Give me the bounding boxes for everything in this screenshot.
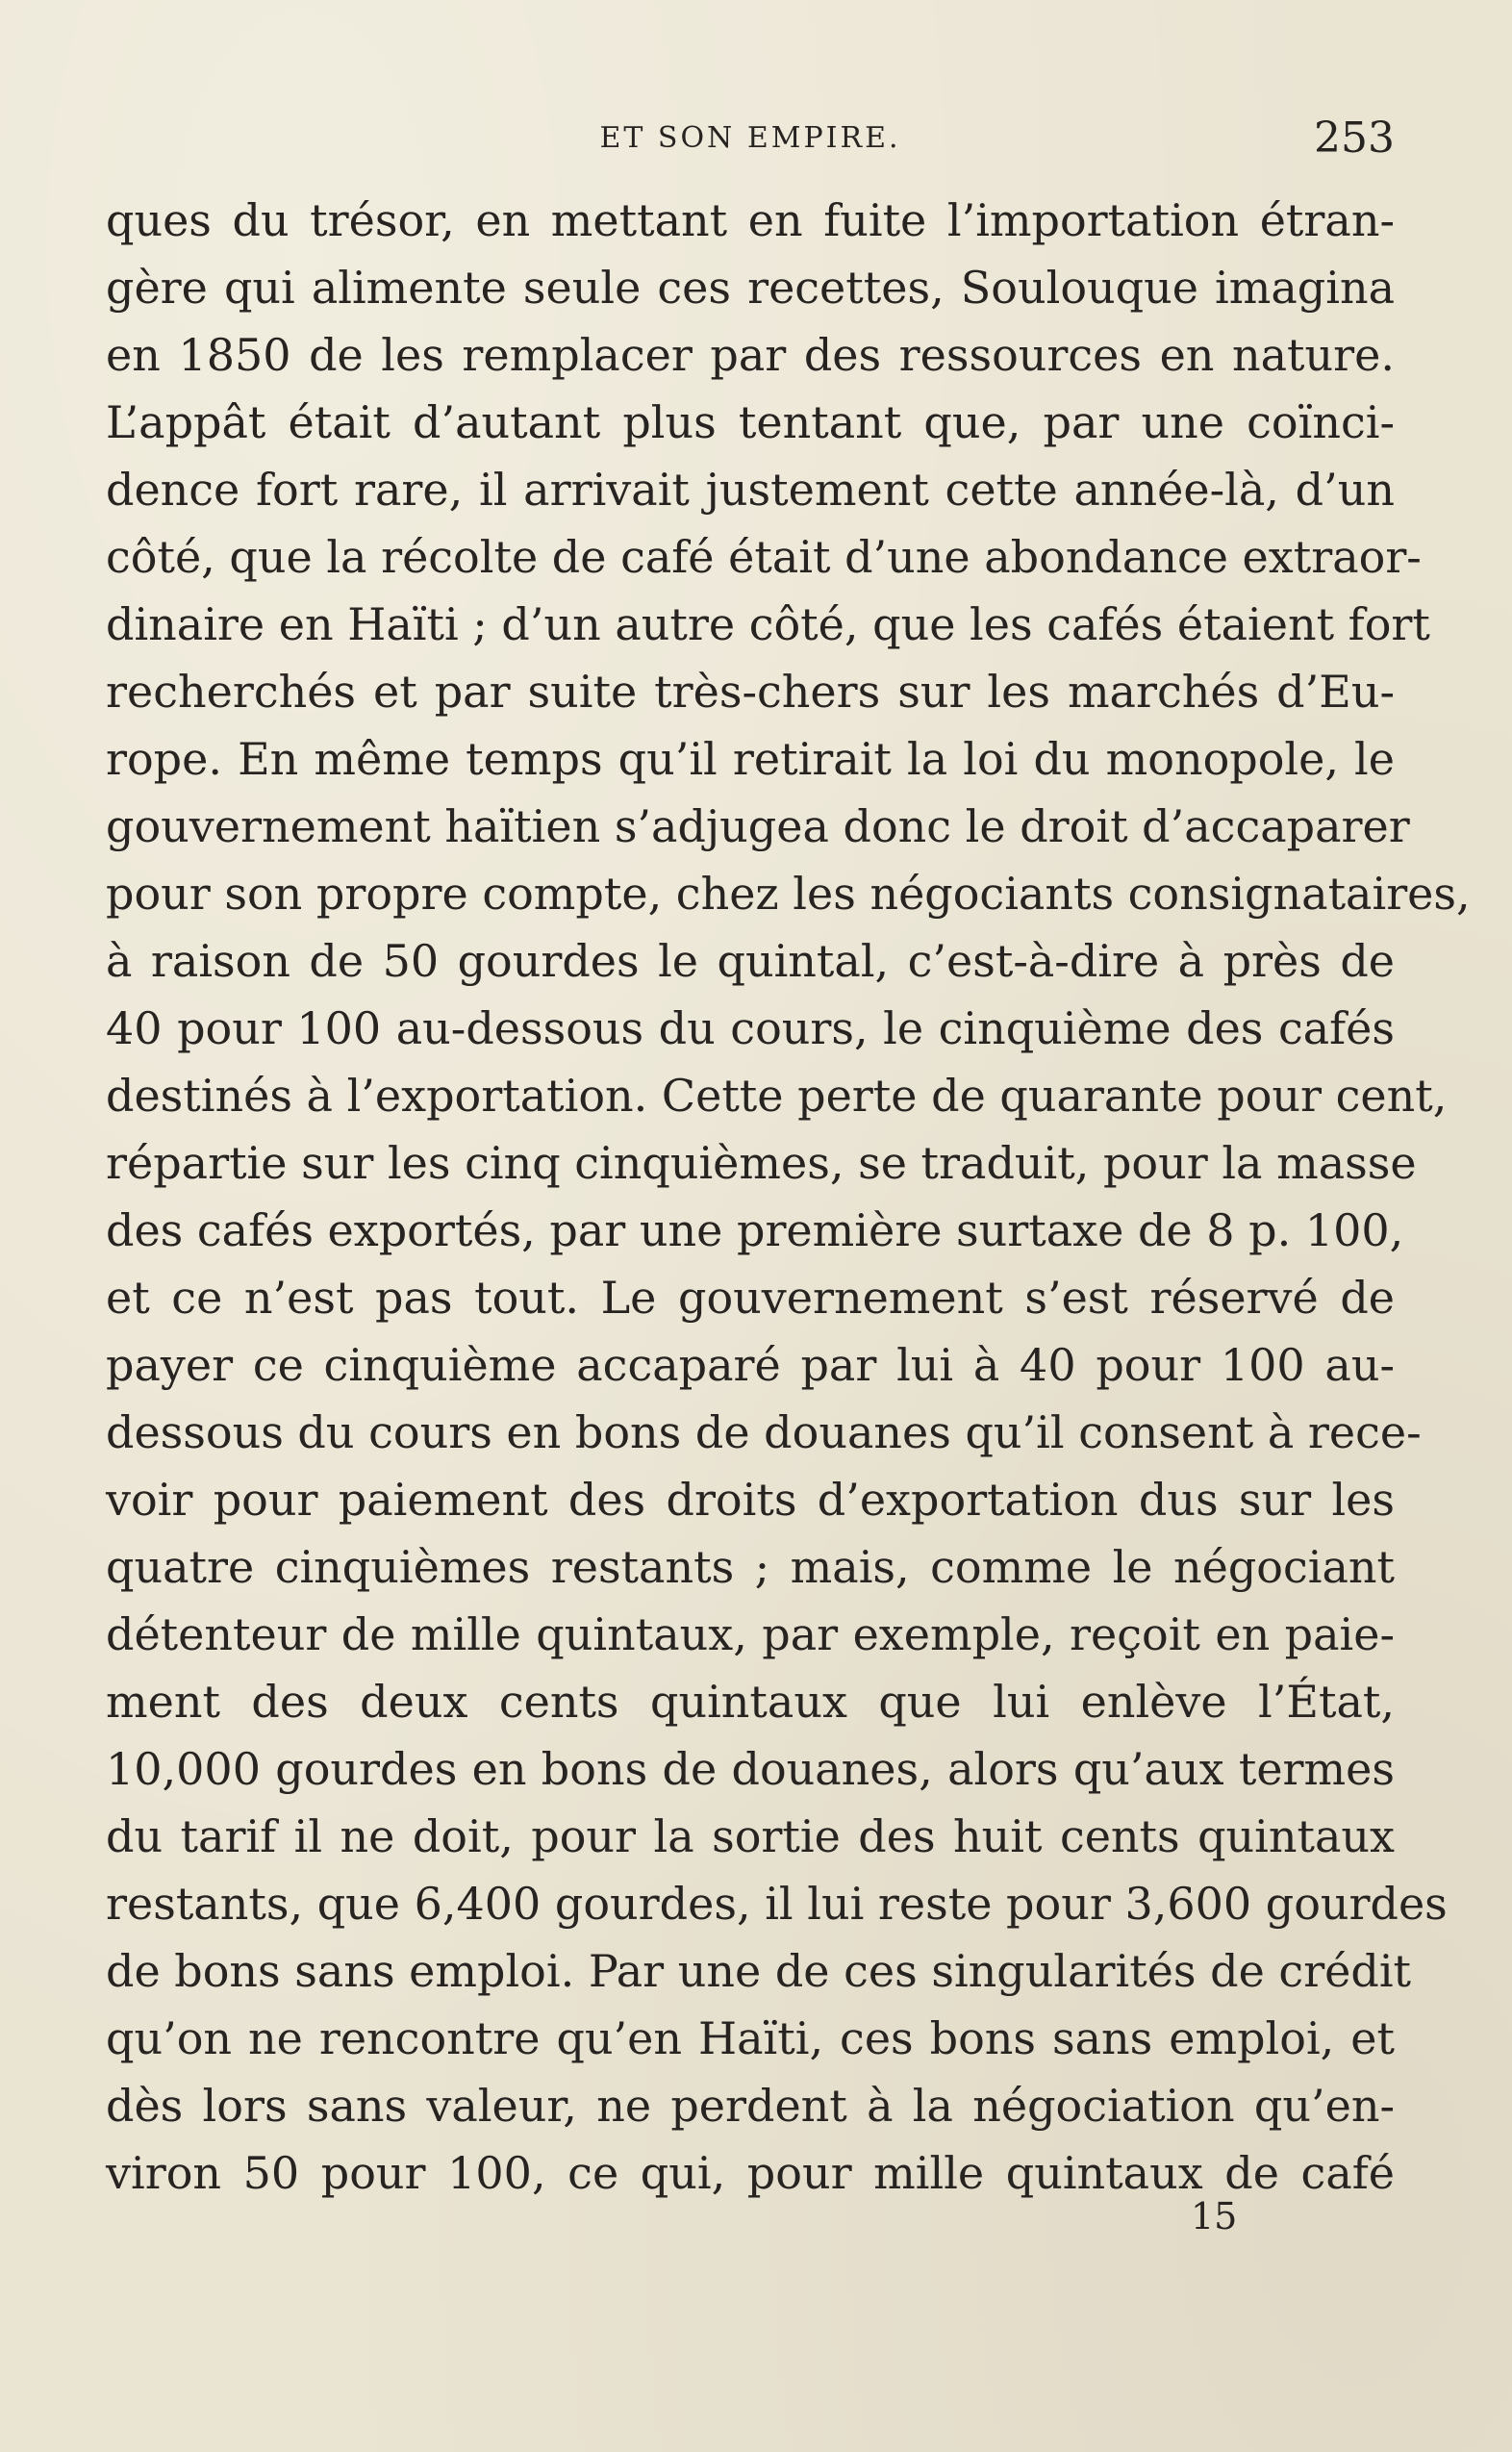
- text-line: restants, que 6,400 gourdes, il lui reste pour 3,600 gourdes: [106, 1878, 1448, 1930]
- text-line: dessous du cours en bons de douanes qu’il consent à rece-: [106, 1406, 1422, 1458]
- text-line: ment des deux cents quintaux que lui enlève l’État,: [106, 1676, 1395, 1728]
- text-line: ques du trésor, en mettant en fuite l’importation étran-: [106, 194, 1395, 246]
- text-line: dès lors sans valeur, ne perdent à la négociation qu’en-: [106, 2080, 1395, 2132]
- signature-mark: 15: [1191, 2195, 1238, 2237]
- text-line: quatre cinquièmes restants ; mais, comme le négociant: [106, 1541, 1395, 1593]
- text-line: dinaire en Haïti ; d’un autre côté, que les cafés étaient fort: [106, 598, 1430, 650]
- text-line: qu’on ne rencontre qu’en Haïti, ces bons sans emploi, et: [106, 2012, 1395, 2064]
- text-line: du tarif il ne doit, pour la sortie des huit cents quintaux: [106, 1810, 1395, 1862]
- text-line: gouvernement haïtien s’adjugea donc le droit d’accaparer: [106, 800, 1410, 852]
- text-line: 40 pour 100 au-dessous du cours, le cinquième des cafés: [106, 1002, 1395, 1054]
- text-line: côté, que la récolte de café était d’une abondance extraor-: [106, 531, 1422, 583]
- text-line: viron 50 pour 100, ce qui, pour mille quintaux de café: [106, 2147, 1395, 2199]
- text-line: répartie sur les cinq cinquièmes, se traduit, pour la masse: [106, 1137, 1417, 1189]
- text-line: des cafés exportés, par une première surtaxe de 8 p. 100,: [106, 1204, 1404, 1256]
- text-line: en 1850 de les remplacer par des ressources en nature.: [106, 329, 1395, 381]
- text-line: dence fort rare, il arrivait justement cette année-là, d’un: [106, 464, 1395, 516]
- text-line: voir pour paiement des droits d’exportation dus sur les: [106, 1474, 1395, 1526]
- page-header: [106, 114, 1395, 171]
- text-line: payer ce cinquième accaparé par lui à 40 pour 100 au-: [106, 1339, 1395, 1391]
- text-line: destinés à l’exportation. Cette perte de quarante pour cent,: [106, 1070, 1448, 1122]
- text-line: et ce n’est pas tout. Le gouvernement s’est réservé de: [106, 1272, 1395, 1324]
- text-line: gère qui alimente seule ces recettes, Soulouque imagina: [106, 262, 1395, 314]
- text-line: 10,000 gourdes en bons de douanes, alors qu’aux termes: [106, 1743, 1395, 1795]
- text-line: de bons sans emploi. Par une de ces singularités de crédit: [106, 1945, 1412, 1997]
- text-line: rope. En même temps qu’il retirait la loi du monopole, le: [106, 733, 1395, 785]
- running-title: ET SON EMPIRE.: [599, 121, 901, 155]
- text-line: à raison de 50 gourdes le quintal, c’est-à-dire à près de: [106, 935, 1395, 987]
- page-number: 253: [1314, 114, 1395, 163]
- text-line: L’appât était d’autant plus tentant que, par une coïnci-: [106, 396, 1395, 448]
- text-line: détenteur de mille quintaux, par exemple, reçoit en paie-: [106, 1608, 1395, 1660]
- text-line: pour son propre compte, chez les négociants consignataires,: [106, 868, 1471, 920]
- text-line: recherchés et par suite très-chers sur les marchés d’Eu-: [106, 666, 1395, 718]
- body-text: [106, 187, 1471, 2207]
